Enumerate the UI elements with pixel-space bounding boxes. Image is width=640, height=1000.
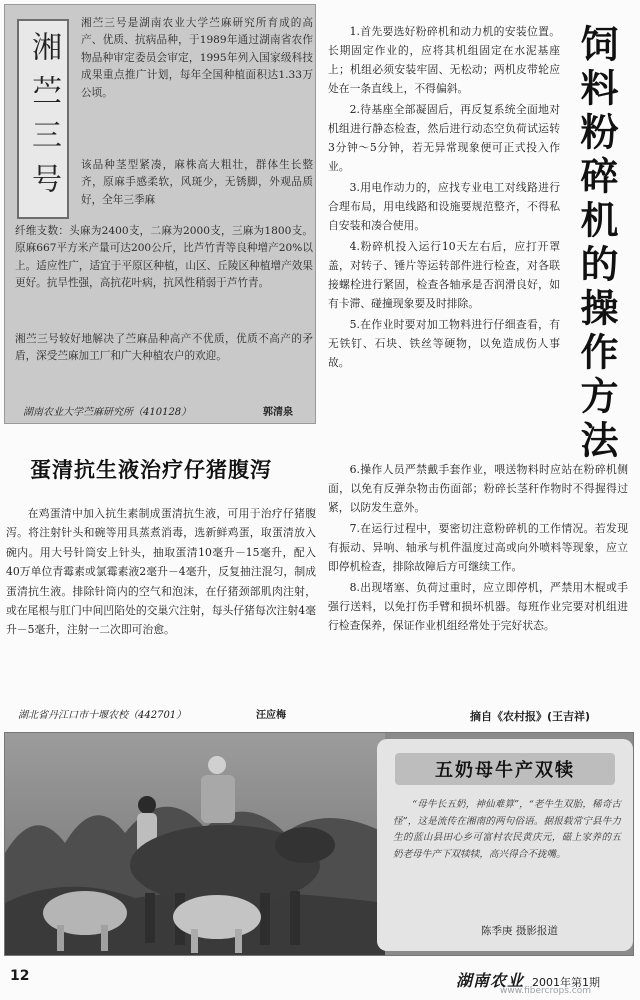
article-ramie-byline [23, 403, 313, 418]
article-crusher-paragraph: 8.出现堵塞、负荷过重时，应立即停机，严禁用木棍或手强行送料，以免打伤手臂和损坏机器。每班作业完要对机组进行检查保养，保证作业机组经常处于完好状态。 [328, 581, 628, 632]
article-ramie-paragraph-1: 湘苎三号是湖南农业大学苎麻研究所育成的高产、优质、抗病品种，于1989年通过湖南省农作物品种审定委员会审定，1995年列入国家级科技成果重点推广计划，每年全国种植面积达1.33万公顷。 [81, 17, 313, 99]
article-ramie-author: 郭清泉 [263, 407, 293, 418]
article-piglet-address: 湖北省丹江口市十堰农校（442701） [18, 710, 187, 721]
page-number: 12 [10, 968, 30, 984]
article-cow-photo-feature [4, 732, 634, 956]
issue-number: 2001年第1期 [532, 976, 601, 989]
article-ramie-paragraph-2: 该品种茎型紧凑，麻株高大粗壮，群体生长整齐，原麻手感柔软，风斑少，无锈脚，外观品质好，全年三季麻 [81, 159, 313, 206]
site-watermark: www.fibercrops.com [500, 986, 591, 996]
article-ramie-paragraph-3: 纤维支数：头麻为2400支，二麻为2000支，三麻为1800支。原麻667平方米产量可达200公斤，比芦竹青等良种增产20%以上。适应性广，适宜于平原区种植，山区、丘陵区种植增产效果更好。抗旱性强，高抗花叶病，抗风性稍弱于芦竹青。 [15, 225, 313, 290]
article-piglet-author: 汪应梅 [256, 710, 286, 721]
article-crusher-wide-column [328, 460, 628, 637]
article-crusher-source: 摘自《农村报》(王吉祥) [470, 710, 591, 723]
article-ramie-title-box [17, 19, 69, 219]
article-crusher-paragraph: 3.用电作动力的，应找专业电工对线路进行合理布局，用电线路和设施要规范整齐，不得私自安装和凑合使用。 [328, 181, 560, 232]
article-ramie-paragraph-4: 湘苎三号较好地解决了苎麻品种高产不优质，优质不高产的矛盾，深受苎麻加工厂和广大种植农户的欢迎。 [15, 333, 313, 363]
article-crusher-paragraph: 5.在作业时要对加工物料进行仔细查看，有无铁钉、石块、铁丝等硬物，以免造成伤人事故。 [328, 318, 560, 369]
article-crusher-paragraph: 7.在运行过程中，要密切注意粉碎机的工作情况。若发现有振动、异响、轴承与机件温度过高或向外喷料等现象，应立即停机检查，排除故障后方可继续工作。 [328, 522, 628, 573]
article-crusher-paragraph: 1.首先要选好粉碎机和动力机的安装位置。长期固定作业的，应将其机组固定在水泥基座上；机组必须安装牢固、无松动；两机皮带轮应处在一条直线上，不得偏斜。 [328, 25, 560, 95]
cow-photo [5, 733, 385, 956]
article-cow-body: “母牛长五奶，神仙难算”，“老牛生双胎，稀奇古怪”，这是流传在湘南的两句俗语。据报载常宁县牛力生的蓝山县田心乡可富村农民黄庆元，磁上家养的五奶老母牛产下双犊犊，高兴得合不拢嘴。 [393, 799, 621, 860]
article-cow-textbox [377, 739, 633, 951]
article-ramie-title: 湘苎三号 [26, 31, 61, 207]
article-crusher-column [328, 22, 560, 374]
article-piglet-title: 蛋清抗生液治疗仔猪腹泻 [30, 458, 272, 482]
article-crusher-paragraph: 6.操作人员严禁戴手套作业，喂送物料时应站在粉碎机侧面，以免有反弹杂物击伤面部；粉碎长茎秆作物时不得握得过紧，以防发生意外。 [328, 463, 628, 514]
article-cow-title: 五奶母牛产双犊 [395, 753, 615, 785]
article-crusher-paragraph: 2.待基座全部凝固后，再反复系统全面地对机组进行静态检查，然后进行动态空负荷试运转3分钟～5分钟，若无异常现象便可正式投入作业。 [328, 103, 560, 173]
article-cow-credit: 陈季庚 摄影报道 [481, 925, 558, 937]
article-piglet-byline [18, 706, 318, 721]
article-crusher-paragraph: 4.粉碎机投入运行10天左右后，应打开罩盖，对转子、锤片等运转部件进行检查，对各联接螺栓进行紧固，检查各轴承是否润滑良好，如有卡滞、碰撞现象要及时排除。 [328, 240, 560, 310]
article-ramie-address: 湖南农业大学苎麻研究所（410128） [23, 407, 192, 418]
article-crusher-title-wrap [568, 24, 624, 464]
magazine-name: 湖南农业 [456, 971, 525, 990]
article-ramie-variety [4, 4, 316, 424]
article-piglet-body: 在鸡蛋清中加入抗生素制成蛋清抗生液，可用于治疗仔猪腹泻。将注射针头和碗等用具蒸煮消毒，选新鲜鸡蛋，取蛋清放入碗内。用大号针筒安上针头，抽取蛋清10毫升－15毫升，配入40万单位青霉素或氯霉素液2毫升－4毫升，反复抽注混匀，制成蛋清抗生液。排除针筒内的空气和泡沫，在仔猪颈部肌肉注射，或在尾根与肛门中间凹陷处的交巢穴注射，每头仔猪每次注射4毫升－5毫升，注射一二次即可治愈。 [6, 507, 316, 637]
article-crusher-title: 饲料粉碎机的操作方法 [574, 24, 618, 464]
